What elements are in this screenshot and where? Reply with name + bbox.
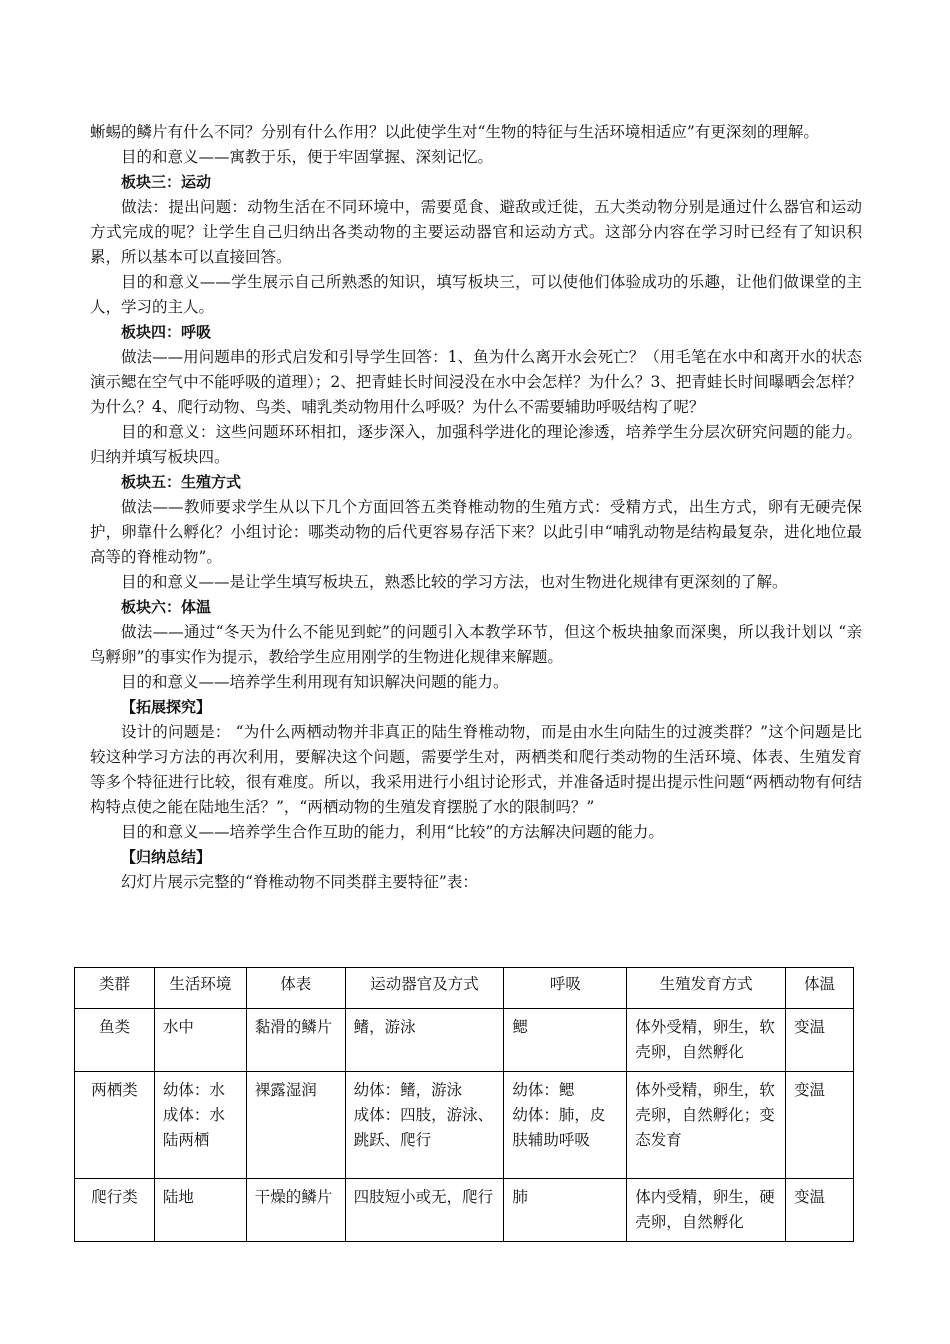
table-cell: 鱼类 (75, 1009, 155, 1072)
header-cell: 生殖发育方式 (627, 968, 786, 1009)
paragraph: 做法——用问题串的形式启发和引导学生回答：1、鱼为什么离开水会死亡？（用毛笔在水中和离开水的状态演示鳃在空气中不能呼吸的道理）；2、把青蛙长时间浸没在水中会怎样？为什么？3、把青蛙长时间曝晒会怎样？为什么？4、爬行动物、鸟类、哺乳类动物用什么呼吸？为什么不需要辅助呼吸结构了呢？ (90, 348, 862, 416)
section-heading: 板块四：呼吸 (121, 323, 212, 341)
table-cell: 水中 (154, 1009, 246, 1072)
paragraph: 蜥蜴的鳞片有什么不同？分别有什么作用？以此使学生对“生物的特征与生活环境相适应”有更深刻的理解。 (90, 123, 819, 141)
table-cell: 变温 (786, 1072, 854, 1179)
paragraph: 做法——通过“冬天为什么不能见到蛇”的问题引入本教学环节，但这个板块抽象而深奥，所以我计划以 “亲鸟孵卵”的事实作为提示，教给学生应用刚学的生物进化规律来解题。 (90, 623, 862, 666)
section-heading: 板块六：体温 (121, 598, 212, 616)
vertebrate-features-table (74, 967, 854, 1242)
table-cell: 两栖类 (75, 1072, 155, 1179)
paragraph: 设计的问题是： “为什么两栖动物并非真正的陆生脊椎动物，而是由水生向陆生的过渡类群？”这个问题是比较这种学习方法的再次利用，要解决这个问题，需要学生对，两栖类和爬行类动物的生活环境、体表、生殖发育等多个特征进行比较，很有难度。所以，我采用进行小组讨论形式，并准备适时提出提示性问题“两栖动物有何结构特点使之能在陆地生活？”，“两栖动物的生殖发育摆脱了水的限制吗？” (90, 723, 862, 816)
table-cell: 爬行类 (75, 1179, 155, 1242)
table-cell: 幼体：水 成体：水陆两栖 (154, 1072, 246, 1179)
header-cell: 生活环境 (154, 968, 246, 1009)
paragraph: 目的和意义——培养学生合作互助的能力，利用“比较”的方法解决问题的能力。 (121, 823, 664, 841)
header-cell: 类群 (75, 968, 155, 1009)
table-cell: 变温 (786, 1179, 854, 1242)
paragraph: 目的和意义——培养学生利用现有知识解决问题的能力。 (121, 673, 509, 691)
table-row (75, 1179, 854, 1242)
paragraph: 幻灯片展示完整的“脊椎动物不同类群主要特征”表： (121, 873, 478, 891)
table-cell: 裸露湿润 (246, 1072, 345, 1179)
table-cell: 体外受精，卵生，软壳卵，自然孵化；变态发育 (627, 1072, 786, 1179)
table-cell: 鳃 (504, 1009, 627, 1072)
section-heading: 【拓展探究】 (121, 698, 212, 716)
table-row (75, 1072, 854, 1179)
table-cell: 鳍，游泳 (345, 1009, 504, 1072)
table-header-row (75, 968, 854, 1009)
table-cell: 四肢短小或无，爬行 (345, 1179, 504, 1242)
table-cell: 肺 (504, 1179, 627, 1242)
paragraph: 目的和意义——是让学生填写板块五，熟悉比较的学习方法，也对生物进化规律有更深刻的了解。 (121, 573, 788, 591)
table-cell: 陆地 (154, 1179, 246, 1242)
paragraph: 目的和意义：这些问题环环相扣，逐步深入，加强科学进化的理论渗透，培养学生分层次研究问题的能力。归纳并填写板块四。 (90, 423, 862, 466)
document-body (90, 120, 862, 895)
table-cell: 体外受精，卵生，软壳卵，自然孵化 (627, 1009, 786, 1072)
table-row (75, 1009, 854, 1072)
table-cell: 幼体：鳃 幼体：肺，皮肤辅助呼吸 (504, 1072, 627, 1179)
paragraph: 目的和意义——学生展示自己所熟悉的知识，填写板块三，可以使他们体验成功的乐趣，让他们做课堂的主人，学习的主人。 (90, 273, 862, 316)
table-cell: 黏滑的鳞片 (246, 1009, 345, 1072)
section-heading: 板块三：运动 (121, 173, 212, 191)
header-cell: 呼吸 (504, 968, 627, 1009)
paragraph: 目的和意义——寓教于乐，便于牢固掌握、深刻记忆。 (121, 148, 494, 166)
paragraph: 做法——教师要求学生从以下几个方面回答五类脊椎动物的生殖方式：受精方式，出生方式，卵有无硬壳保护，卵靠什么孵化？小组讨论：哪类动物的后代更容易存活下来？以此引申“哺乳动物是结构最复杂，进化地位最高等的脊椎动物”。 (90, 498, 862, 566)
header-cell: 体温 (786, 968, 854, 1009)
section-heading: 板块五：生殖方式 (121, 473, 242, 491)
section-heading: 【归纳总结】 (121, 848, 212, 866)
table-cell: 干燥的鳞片 (246, 1179, 345, 1242)
table-cell: 体内受精，卵生，硬壳卵，自然孵化 (627, 1179, 786, 1242)
table-cell: 幼体：鳍，游泳 成体：四肢，游泳、跳跃、爬行 (345, 1072, 504, 1179)
header-cell: 体表 (246, 968, 345, 1009)
header-cell: 运动器官及方式 (345, 968, 504, 1009)
paragraph: 做法：提出问题：动物生活在不同环境中，需要觅食、避敌或迁徙，五大类动物分别是通过什么器官和运动方式完成的呢？让学生自己归纳出各类动物的主要运动器官和运动方式。这部分内容在学习时已经有了知识积累，所以基本可以直接回答。 (90, 198, 862, 266)
table-cell: 变温 (786, 1009, 854, 1072)
